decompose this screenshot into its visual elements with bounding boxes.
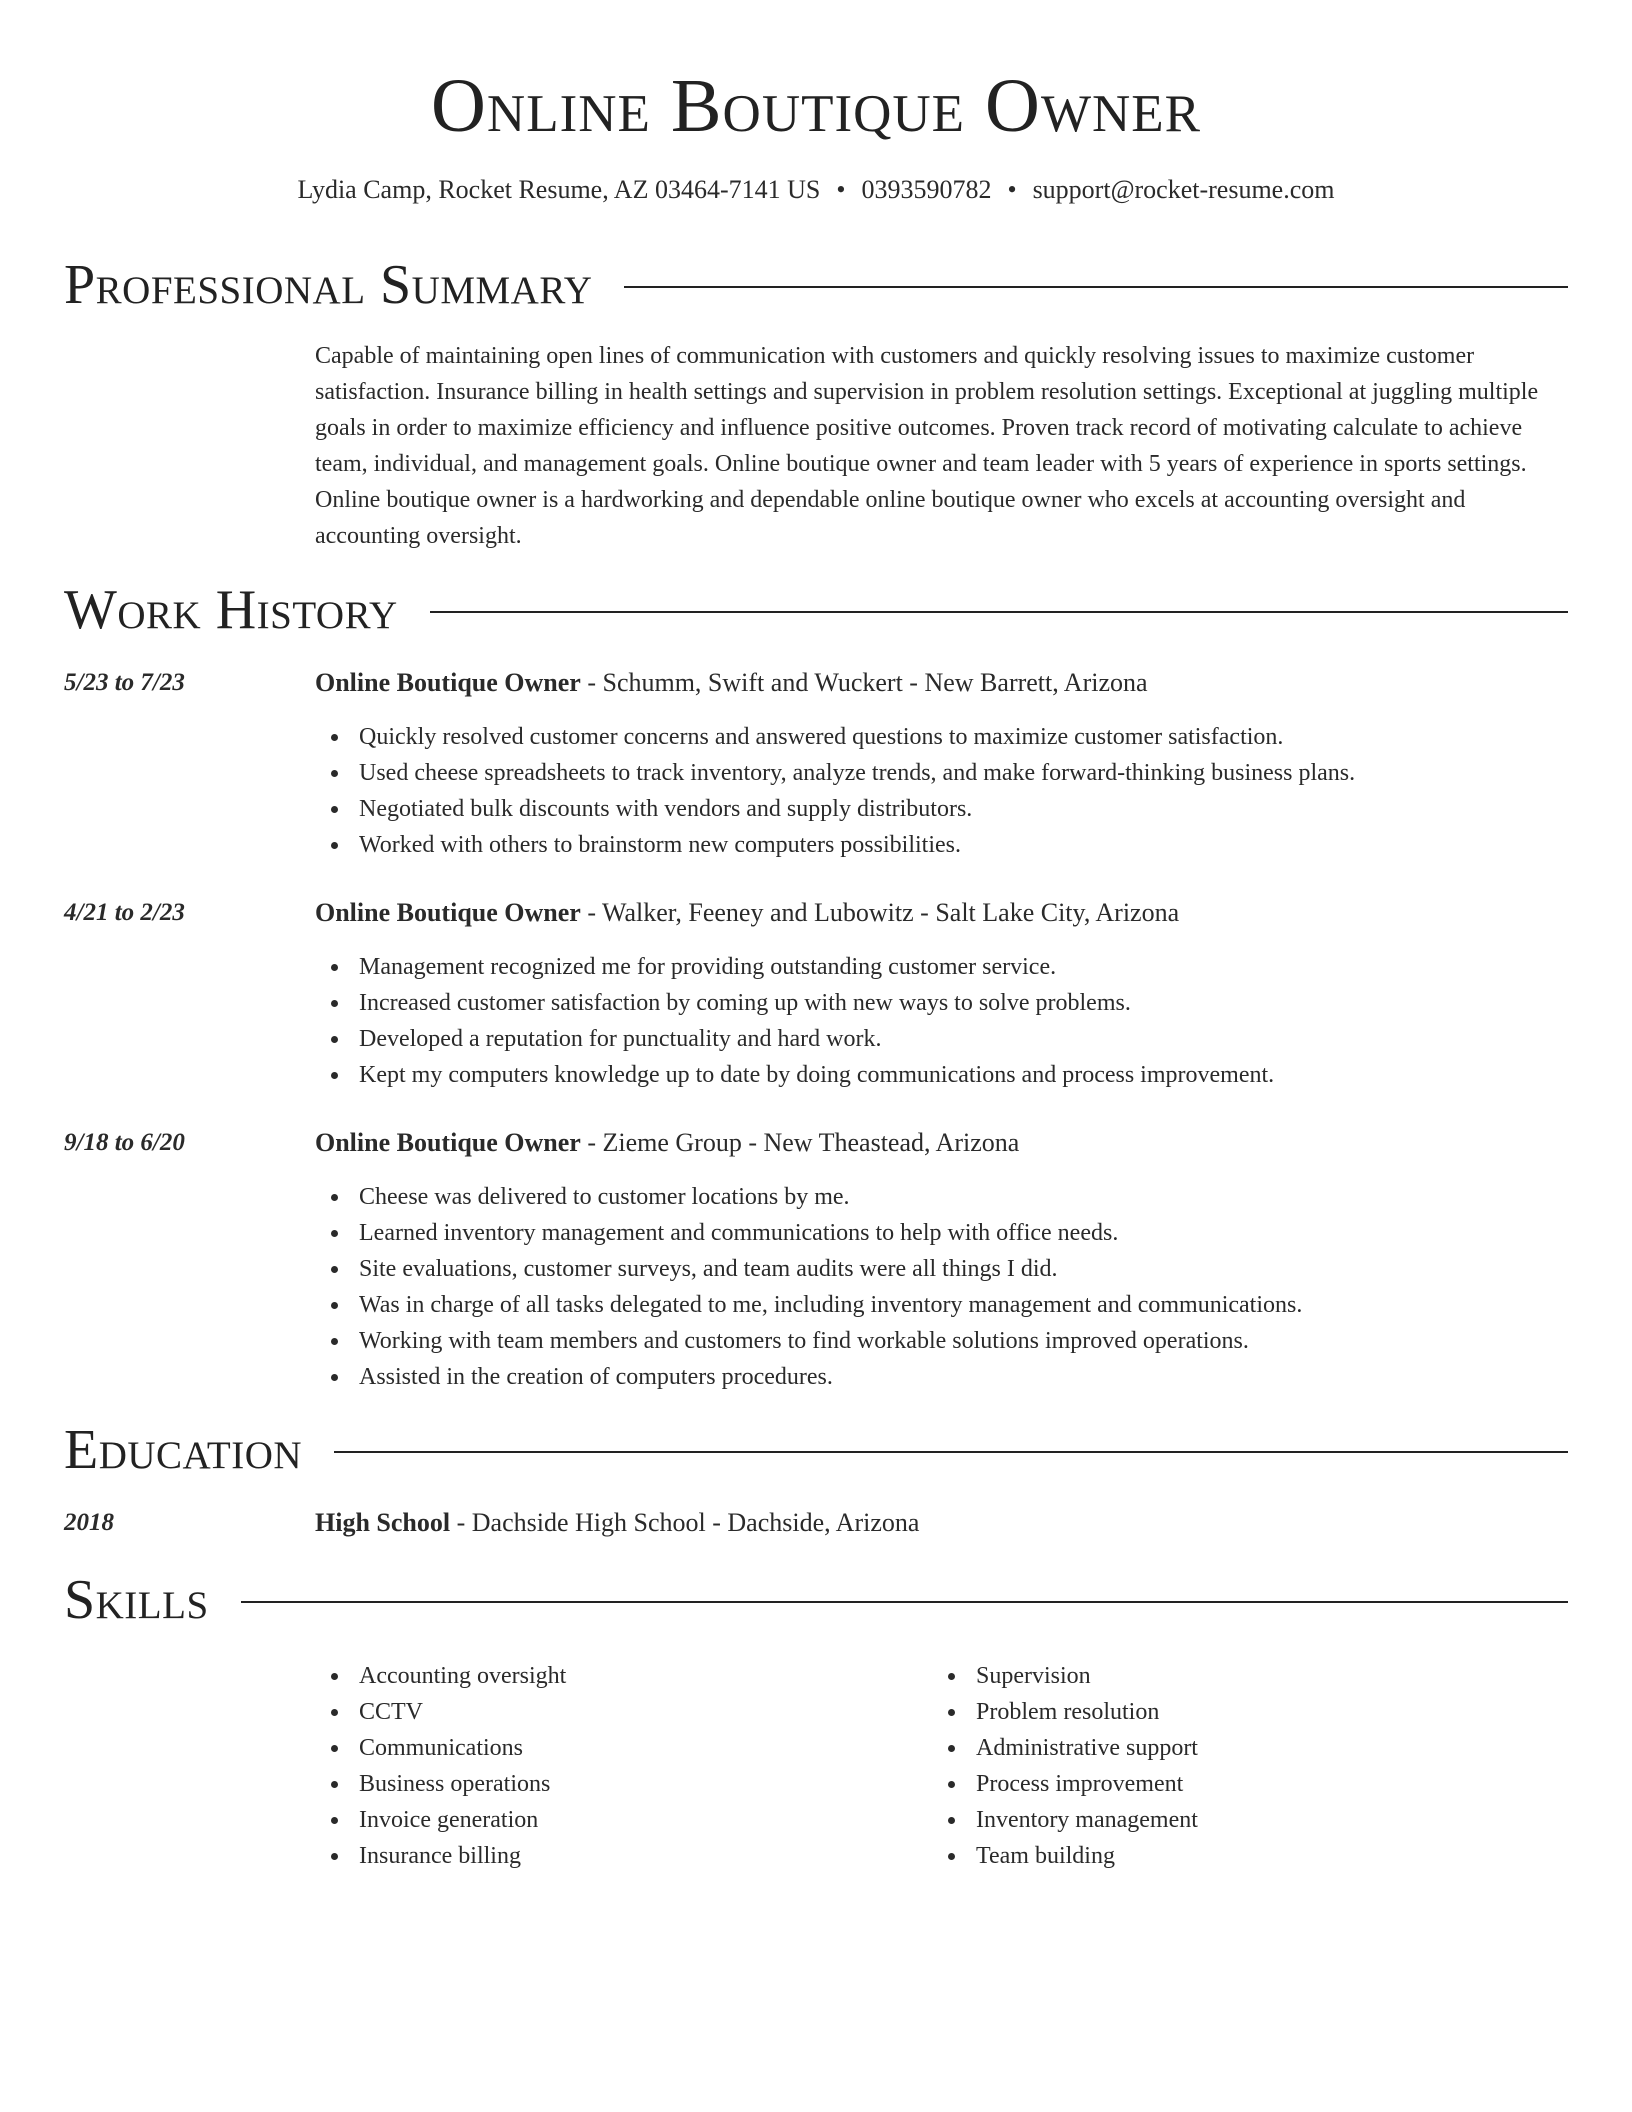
list-item: Learned inventory management and communications to help with office needs. [359, 1215, 1612, 1251]
list-item: Quickly resolved customer concerns and answered questions to maximize customer satisfaction. [359, 719, 1612, 755]
education-heading [315, 1505, 1568, 1541]
summary-text: Capable of maintaining open lines of communication with customers and quickly resolving issues to maximize customer satisfaction. Insurance billing in health settings and supervision in problem resolution settings. Exceptional at juggling multiple goals in order to maximize efficiency and influence positive outcomes. Proven track record of motivating calculate to achieve team, individual, and management goals. Online boutique owner and team leader with 5 years of experience in sports settings. Online boutique owner is a hardworking and dependable online boutique owner who excels at accounting oversight and accounting oversight. [315, 343, 1539, 549]
skills-list-right [932, 1658, 1536, 1874]
list-item: Used cheese spreadsheets to track inventory, analyze trends, and make forward-thinking business plans. [359, 755, 1612, 791]
job-employer: - Zieme Group - New Theastead, Arizona [580, 1128, 1020, 1157]
job-employer: - Schumm, Swift and Wuckert - New Barrett, Arizona [580, 668, 1148, 697]
list-item: Assisted in the creation of computers procedures. [359, 1359, 1612, 1395]
job-heading [315, 895, 1568, 931]
skill-item: Problem resolution [976, 1694, 1536, 1730]
education-year: 2018 [64, 1509, 114, 1536]
skill-item: Invoice generation [359, 1802, 919, 1838]
skill-item: Administrative support [976, 1730, 1536, 1766]
skill-item: Team building [976, 1838, 1536, 1874]
job-bullets [315, 949, 1612, 1093]
list-item: Worked with others to brainstorm new computers possibilities. [359, 827, 1612, 863]
job-dates: 5/23 to 7/23 [64, 669, 185, 696]
job-title: Online Boutique Owner [315, 1128, 581, 1157]
skill-item: Inventory management [976, 1802, 1536, 1838]
contact-email: support@rocket-resume.com [1032, 175, 1335, 204]
section-title-summary: Professional Summary [64, 254, 593, 316]
section-header-skills [64, 1565, 1568, 1635]
skill-item: Communications [359, 1730, 919, 1766]
job-heading [315, 1125, 1568, 1161]
contact-separator: • [836, 175, 846, 204]
skill-item: Accounting oversight [359, 1658, 919, 1694]
job-title: Online Boutique Owner [315, 668, 581, 697]
list-item: Working with team members and customers to find workable solutions improved operations. [359, 1323, 1612, 1359]
section-divider [624, 286, 1568, 288]
list-item: Management recognized me for providing outstanding customer service. [359, 949, 1612, 985]
skill-item: Business operations [359, 1766, 919, 1802]
section-divider [430, 611, 1568, 613]
list-item: Increased customer satisfaction by coming up with new ways to solve problems. [359, 985, 1612, 1021]
list-item: Was in charge of all tasks delegated to me, including inventory management and communications. [359, 1287, 1612, 1323]
skill-item: Supervision [976, 1658, 1536, 1694]
job-heading [315, 665, 1568, 701]
job-employer: - Walker, Feeney and Lubowitz - Salt Lake City, Arizona [580, 898, 1180, 927]
contact-address: Lydia Camp, Rocket Resume, AZ 03464-7141 US [297, 175, 821, 204]
section-title-skills: Skills [64, 1569, 209, 1631]
section-header-work [64, 575, 1568, 645]
resume-title: Online Boutique Owner [431, 64, 1201, 148]
skill-item: Insurance billing [359, 1838, 919, 1874]
job-title: Online Boutique Owner [315, 898, 581, 927]
job-bullets [315, 1179, 1612, 1395]
list-item: Site evaluations, customer surveys, and team audits were all things I did. [359, 1251, 1612, 1287]
list-item: Cheese was delivered to customer locations by me. [359, 1179, 1612, 1215]
section-header-education [64, 1415, 1568, 1485]
section-header-summary [64, 250, 1568, 320]
section-divider [334, 1451, 1568, 1453]
list-item: Developed a reputation for punctuality and hard work. [359, 1021, 1612, 1057]
education-degree: High School [315, 1508, 451, 1537]
list-item: Kept my computers knowledge up to date by doing communications and process improvement. [359, 1057, 1612, 1093]
skill-item: Process improvement [976, 1766, 1536, 1802]
job-dates: 9/18 to 6/20 [64, 1129, 185, 1156]
section-divider [241, 1601, 1568, 1603]
job-bullets [315, 719, 1612, 863]
section-title-education: Education [64, 1419, 303, 1481]
skills-list-left [315, 1658, 919, 1874]
job-dates: 4/21 to 2/23 [64, 899, 185, 926]
contact-separator: • [1007, 175, 1017, 204]
skill-item: CCTV [359, 1694, 919, 1730]
contact-line [0, 172, 1632, 208]
education-school: - Dachside High School - Dachside, Arizona [450, 1508, 920, 1537]
contact-phone: 0393590782 [861, 175, 992, 204]
section-title-work: Work History [64, 579, 398, 641]
list-item: Negotiated bulk discounts with vendors and supply distributors. [359, 791, 1612, 827]
